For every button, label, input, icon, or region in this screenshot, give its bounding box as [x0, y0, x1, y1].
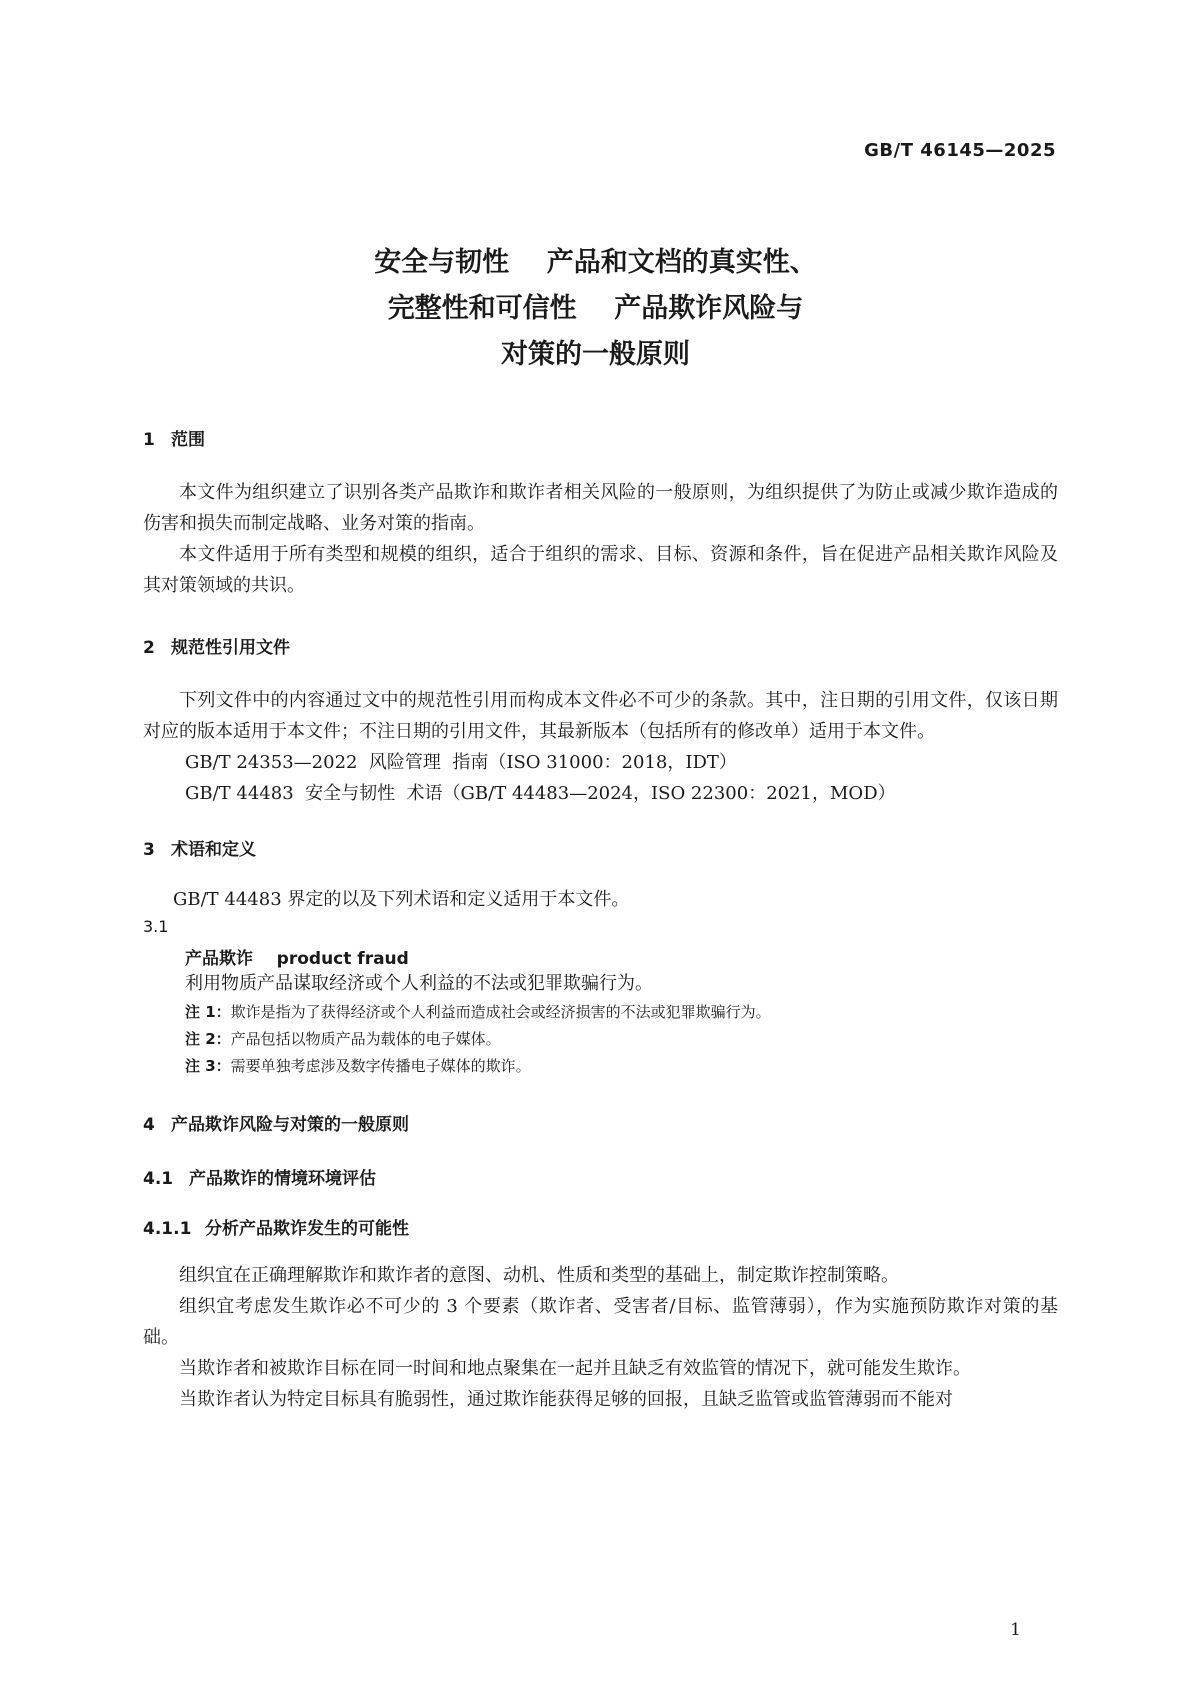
note-label: 注 2： — [185, 1030, 231, 1048]
section-2-heading — [143, 633, 1058, 658]
document-body — [143, 425, 1058, 1415]
section-title: 产品欺诈风险与对策的一般原则 — [171, 1115, 409, 1135]
title-line-1: 安全与韧性 产品和文档的真实性、 — [374, 247, 817, 278]
paragraph: 组织宜在正确理解欺诈和欺诈者的意图、动机、性质和类型的基础上，制定欺诈控制策略。 — [179, 1265, 899, 1286]
note-text: 产品包括以物质产品为载体的电子媒体。 — [230, 1030, 501, 1048]
note — [143, 999, 1058, 1026]
reference-item: GB/T 24353—2022 风险管理 指南（ISO 31000：2018，IDT） — [185, 752, 737, 773]
note — [143, 1026, 1058, 1053]
paragraph: 本文件适用于所有类型和规模的组织，适合于组织的需求、目标、资源和条件，旨在促进产品相关欺诈风险及其对策领域的共识。 — [143, 544, 1058, 596]
section-1-heading — [143, 425, 1058, 450]
note-text: 欺诈是指为了获得经济或个人利益而造成社会或经济损害的不法或犯罪欺骗行为。 — [230, 1003, 771, 1021]
paragraph: 组织宜考虑发生欺诈必不可少的 3 个要素（欺诈者、受害者/目标、监管薄弱），作为实施预防欺诈对策的基础。 — [143, 1296, 1058, 1348]
note-label: 注 1： — [185, 1003, 231, 1021]
page-number: 1 — [1010, 1620, 1021, 1640]
title-line-2: 完整性和可信性 产品欺诈风险与 — [387, 293, 804, 324]
paragraph: GB/T 44483 界定的以及下列术语和定义适用于本文件。 — [173, 889, 630, 910]
note — [143, 1053, 1058, 1080]
note-text: 需要单独考虑涉及数字传播电子媒体的欺诈。 — [230, 1057, 531, 1075]
section-title: 规范性引用文件 — [171, 638, 290, 658]
section-title: 产品欺诈的情境环境评估 — [189, 1169, 376, 1189]
section-number: 1 — [143, 430, 155, 450]
note-label: 注 3： — [185, 1057, 231, 1075]
section-number: 3 — [143, 840, 155, 860]
section-number: 2 — [143, 638, 155, 658]
paragraph: 当欺诈者认为特定目标具有脆弱性，通过欺诈能获得足够的回报，且缺乏监管或监管薄弱而不能对 — [179, 1389, 953, 1410]
subsection-4-1-1-heading — [143, 1214, 1058, 1239]
section-3-heading — [143, 835, 1058, 860]
section-number: 4.1.1 — [143, 1219, 192, 1239]
section-title: 范围 — [171, 430, 205, 450]
standard-code: GB/T 46145—2025 — [864, 140, 1056, 161]
title-line-3: 对策的一般原则 — [501, 339, 690, 370]
subsection-4-1-heading — [143, 1164, 1058, 1189]
paragraph: 下列文件中的内容通过文中的规范性引用而构成本文件必不可少的条款。其中，注日期的引用文件，仅该日期对应的版本适用于本文件；不注日期的引用文件，其最新版本（包括所有的修改单）适用于本文件。 — [143, 690, 1058, 742]
section-title: 分析产品欺诈发生的可能性 — [205, 1219, 409, 1239]
term-number: 3.1 — [143, 917, 169, 936]
document-title — [200, 240, 991, 378]
paragraph: 当欺诈者和被欺诈目标在同一时间和地点聚集在一起并且缺乏有效监管的情况下，就可能发生欺诈。 — [179, 1358, 971, 1379]
term-definition: 利用物质产品谋取经济或个人利益的不法或犯罪欺骗行为。 — [185, 973, 653, 994]
section-number: 4 — [143, 1115, 155, 1135]
reference-item: GB/T 44483 安全与韧性 术语（GB/T 44483—2024，ISO 22300：2021，MOD） — [185, 783, 896, 804]
paragraph: 本文件为组织建立了识别各类产品欺诈和欺诈者相关风险的一般原则，为组织提供了为防止或减少欺诈造成的伤害和损失而制定战略、业务对策的指南。 — [143, 482, 1058, 534]
section-number: 4.1 — [143, 1169, 174, 1189]
term-entry: 产品欺诈 product fraud — [185, 949, 409, 969]
section-4-heading — [143, 1110, 1058, 1135]
section-title: 术语和定义 — [171, 840, 256, 860]
